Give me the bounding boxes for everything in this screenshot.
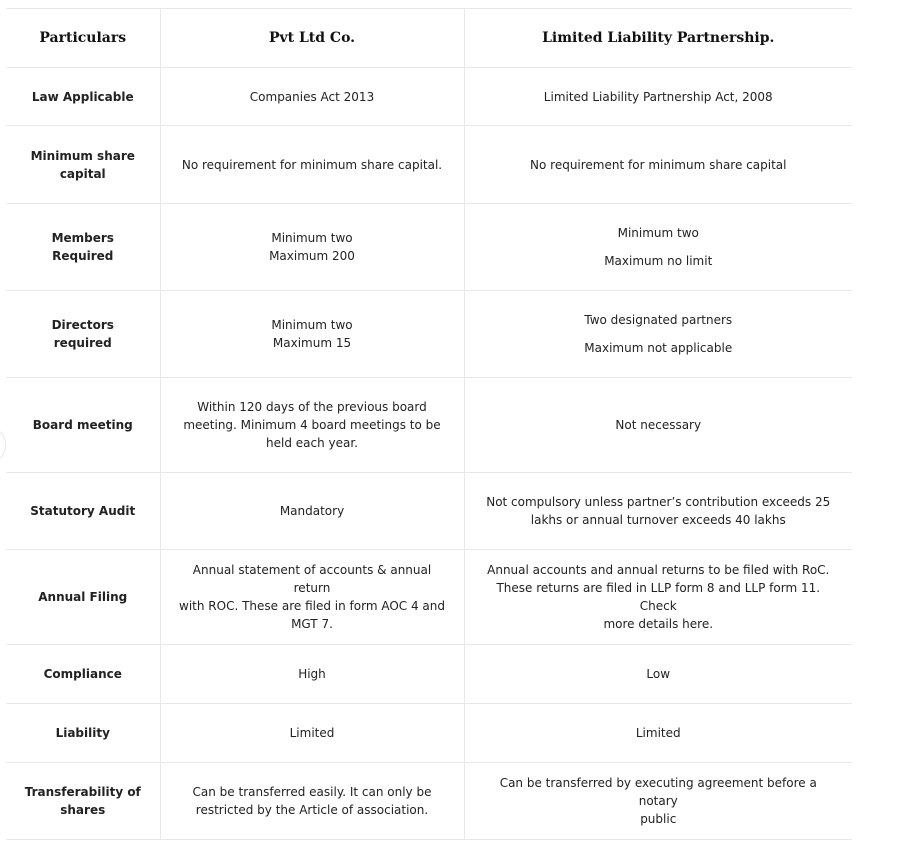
llp-cell-text: These returns are filed in LLP form 8 and LLP form 11. Check <box>496 581 821 613</box>
comparison-table-wrapper <box>6 8 852 840</box>
llp-cell-text: Can be transferred by executing agreement before a notary <box>499 776 817 808</box>
row-label <box>6 473 160 550</box>
pvt-cell <box>160 763 464 840</box>
row-label-text: Board meeting <box>32 418 133 432</box>
pvt-cell-text: Minimum two <box>271 318 353 332</box>
row-label <box>6 378 160 473</box>
llp-cell-text: Not compulsory unless partner’s contribution exceeds 25 <box>486 495 831 509</box>
pvt-cell-text: Minimum two <box>271 231 353 245</box>
table-row <box>6 378 852 473</box>
row-label-text: Transferability of <box>24 785 141 799</box>
llp-cell <box>464 204 852 291</box>
llp-cell-text: lakhs or annual turnover exceeds 40 lakhs <box>530 513 786 527</box>
row-label-text: Directors required <box>51 318 114 350</box>
header-pvt-ltd: Pvt Ltd Co. <box>160 9 464 68</box>
pvt-cell <box>160 473 464 550</box>
llp-cell-text: Annual accounts and annual returns to be filed with RoC. <box>487 563 830 577</box>
llp-cell <box>464 704 852 763</box>
pvt-cell-text: Maximum 15 <box>272 336 352 350</box>
header-particulars: Particulars <box>6 9 160 68</box>
llp-cell <box>464 473 852 550</box>
row-label-text: capital <box>59 166 106 181</box>
header-llp: Limited Liability Partnership. <box>464 9 852 68</box>
table-row <box>6 550 852 645</box>
table-row <box>6 645 852 704</box>
row-label <box>6 763 160 840</box>
pvt-cell <box>160 291 464 378</box>
pvt-cell-text: Maximum 200 <box>269 249 355 263</box>
row-label-text: Law Applicable <box>31 89 134 104</box>
row-label-text: shares <box>60 803 106 817</box>
llp-cell <box>464 763 852 840</box>
pvt-cell-text: Can be transferred easily. It can only be <box>192 785 432 799</box>
pvt-cell <box>160 68 464 126</box>
pvt-cell-text: MGT 7. <box>291 617 333 631</box>
llp-cell-text: Not necessary <box>615 418 702 432</box>
llp-cell-text: more details here. <box>603 617 714 631</box>
row-label <box>6 291 160 378</box>
pvt-cell <box>160 704 464 763</box>
table-row <box>6 291 852 378</box>
table-row <box>6 126 852 204</box>
table-row <box>6 204 852 291</box>
pvt-cell-text: Annual statement of accounts & annual return <box>192 563 432 595</box>
pvt-cell-text: Companies Act 2013 <box>249 89 375 104</box>
pvt-cell <box>160 550 464 645</box>
pvt-cell <box>160 378 464 473</box>
pvt-cell-text: High <box>298 667 326 681</box>
llp-cell <box>464 68 852 126</box>
pvt-cell-text: held each year. <box>266 436 358 450</box>
llp-cell <box>464 550 852 645</box>
table-row <box>6 68 852 126</box>
row-label <box>6 550 160 645</box>
pvt-cell <box>160 126 464 204</box>
row-label-text: Minimum share <box>30 148 135 163</box>
pvt-cell-text: restricted by the Article of association. <box>195 803 429 817</box>
row-label <box>6 645 160 704</box>
row-label-text: Annual Filing <box>38 590 128 604</box>
llp-cell <box>464 126 852 204</box>
row-label <box>6 704 160 763</box>
row-label <box>6 68 160 126</box>
table-row <box>6 704 852 763</box>
row-label <box>6 204 160 291</box>
pvt-cell-text: Within 120 days of the previous board <box>197 400 427 414</box>
pvt-cell-text: No requirement for minimum share capital. <box>181 157 443 172</box>
llp-cell-text: public <box>640 812 677 826</box>
llp-cell-text: Two designated partners <box>584 313 733 327</box>
pvt-cell <box>160 204 464 291</box>
row-label-text: Liability <box>55 726 110 740</box>
pvt-cell-text: Mandatory <box>279 504 345 518</box>
pvt-cell-text: Limited <box>289 726 335 740</box>
pvt-cell-text: with ROC. These are filed in form AOC 4 and <box>179 599 445 613</box>
pvt-cell-text: meeting. Minimum 4 board meetings to be <box>183 418 441 432</box>
header-row <box>6 9 852 68</box>
comparison-table <box>6 8 852 840</box>
llp-cell <box>464 378 852 473</box>
table-row <box>6 763 852 840</box>
llp-cell-text: Low <box>646 667 671 681</box>
row-label-text: Members Required <box>51 231 114 263</box>
row-label-text: Statutory Audit <box>30 504 136 518</box>
llp-cell-text: Limited Liability Partnership Act, 2008 <box>543 89 773 104</box>
table-row <box>6 473 852 550</box>
llp-cell-text: Maximum no limit <box>604 254 713 268</box>
llp-cell-text: Limited <box>635 726 681 740</box>
row-label <box>6 126 160 204</box>
llp-cell <box>464 291 852 378</box>
llp-cell-text: Maximum not applicable <box>584 341 733 355</box>
llp-cell-text: Minimum two <box>617 226 699 240</box>
llp-cell <box>464 645 852 704</box>
llp-cell-text: No requirement for minimum share capital <box>530 157 787 172</box>
row-label-text: Compliance <box>43 667 122 681</box>
pvt-cell <box>160 645 464 704</box>
